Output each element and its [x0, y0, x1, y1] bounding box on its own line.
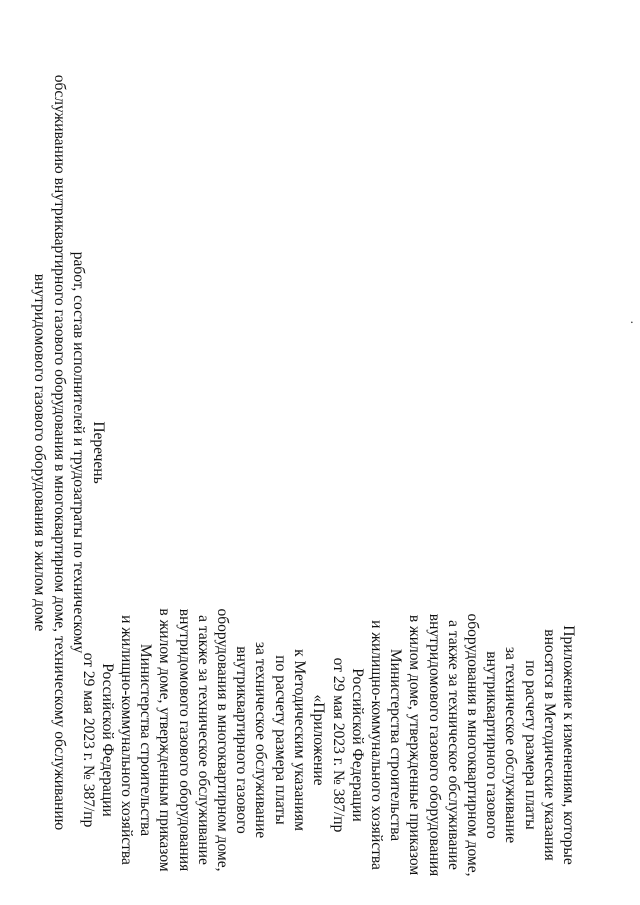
intro-line: а также за техническое обслуживание	[444, 620, 462, 870]
scan-mark: ·	[623, 320, 638, 325]
appendix-line: по расчету размера платы	[271, 655, 289, 825]
appendix-line: а также за техническое обслуживание	[194, 615, 212, 865]
appendix-line: Российской Федерации	[98, 663, 116, 817]
intro-line: от 29 мая 2023 г. № 387/пр	[329, 657, 347, 833]
appendix-line: и жилищно-коммунального хозяйства	[117, 615, 135, 865]
intro-line: внутридомового газового оборудования	[425, 613, 443, 877]
appendix-line: Министерства строительства	[137, 643, 155, 837]
appendix-line: за техническое обслуживание	[252, 641, 270, 839]
appendix-line: «Приложение	[310, 694, 327, 786]
intro-block	[328, 595, 578, 895]
intro-line: и жилищно-коммунального хозяйства	[367, 620, 385, 870]
title-line: обслуживанию внутриквартирного газового оборудования в многоквартирном доме, техническому обслуживанию	[51, 74, 68, 831]
title-line: внутридомового газового оборудования в жилом доме	[31, 273, 49, 632]
intro-line: Приложение к изменениям, которые	[560, 625, 577, 865]
intro-line: вносятся в Методические указания	[540, 629, 558, 861]
appendix-block	[78, 590, 328, 890]
intro-line: в жилом доме, утвержденные приказом	[406, 614, 424, 876]
intro-line: по расчету размера платы	[521, 660, 539, 830]
appendix-line: внутридомового газового оборудования	[175, 608, 193, 872]
appendix-line: внутриквартирного газового	[233, 646, 251, 834]
appendix-line: к Методическим указаниям	[290, 649, 308, 831]
intro-line: Министерства строительства	[387, 648, 405, 842]
intro-line: за техническое обслуживание	[502, 646, 520, 844]
title-line: работ, состав исполнителей и трудозатраты по техническому	[70, 251, 88, 654]
intro-line: внутриквартирного газового	[483, 651, 501, 839]
appendix-line: оборудования в многоквартирном доме,	[213, 608, 231, 872]
document-title	[30, 0, 108, 905]
appendix-line: от 29 мая 2023 г. № 387/пр	[79, 652, 97, 828]
title-heading: Перечень	[90, 421, 107, 484]
intro-line: оборудования в многоквартирном доме,	[463, 613, 481, 877]
appendix-line: в жилом доме, утвержденным приказом	[156, 608, 174, 872]
intro-line: Российской Федерации	[348, 668, 366, 822]
